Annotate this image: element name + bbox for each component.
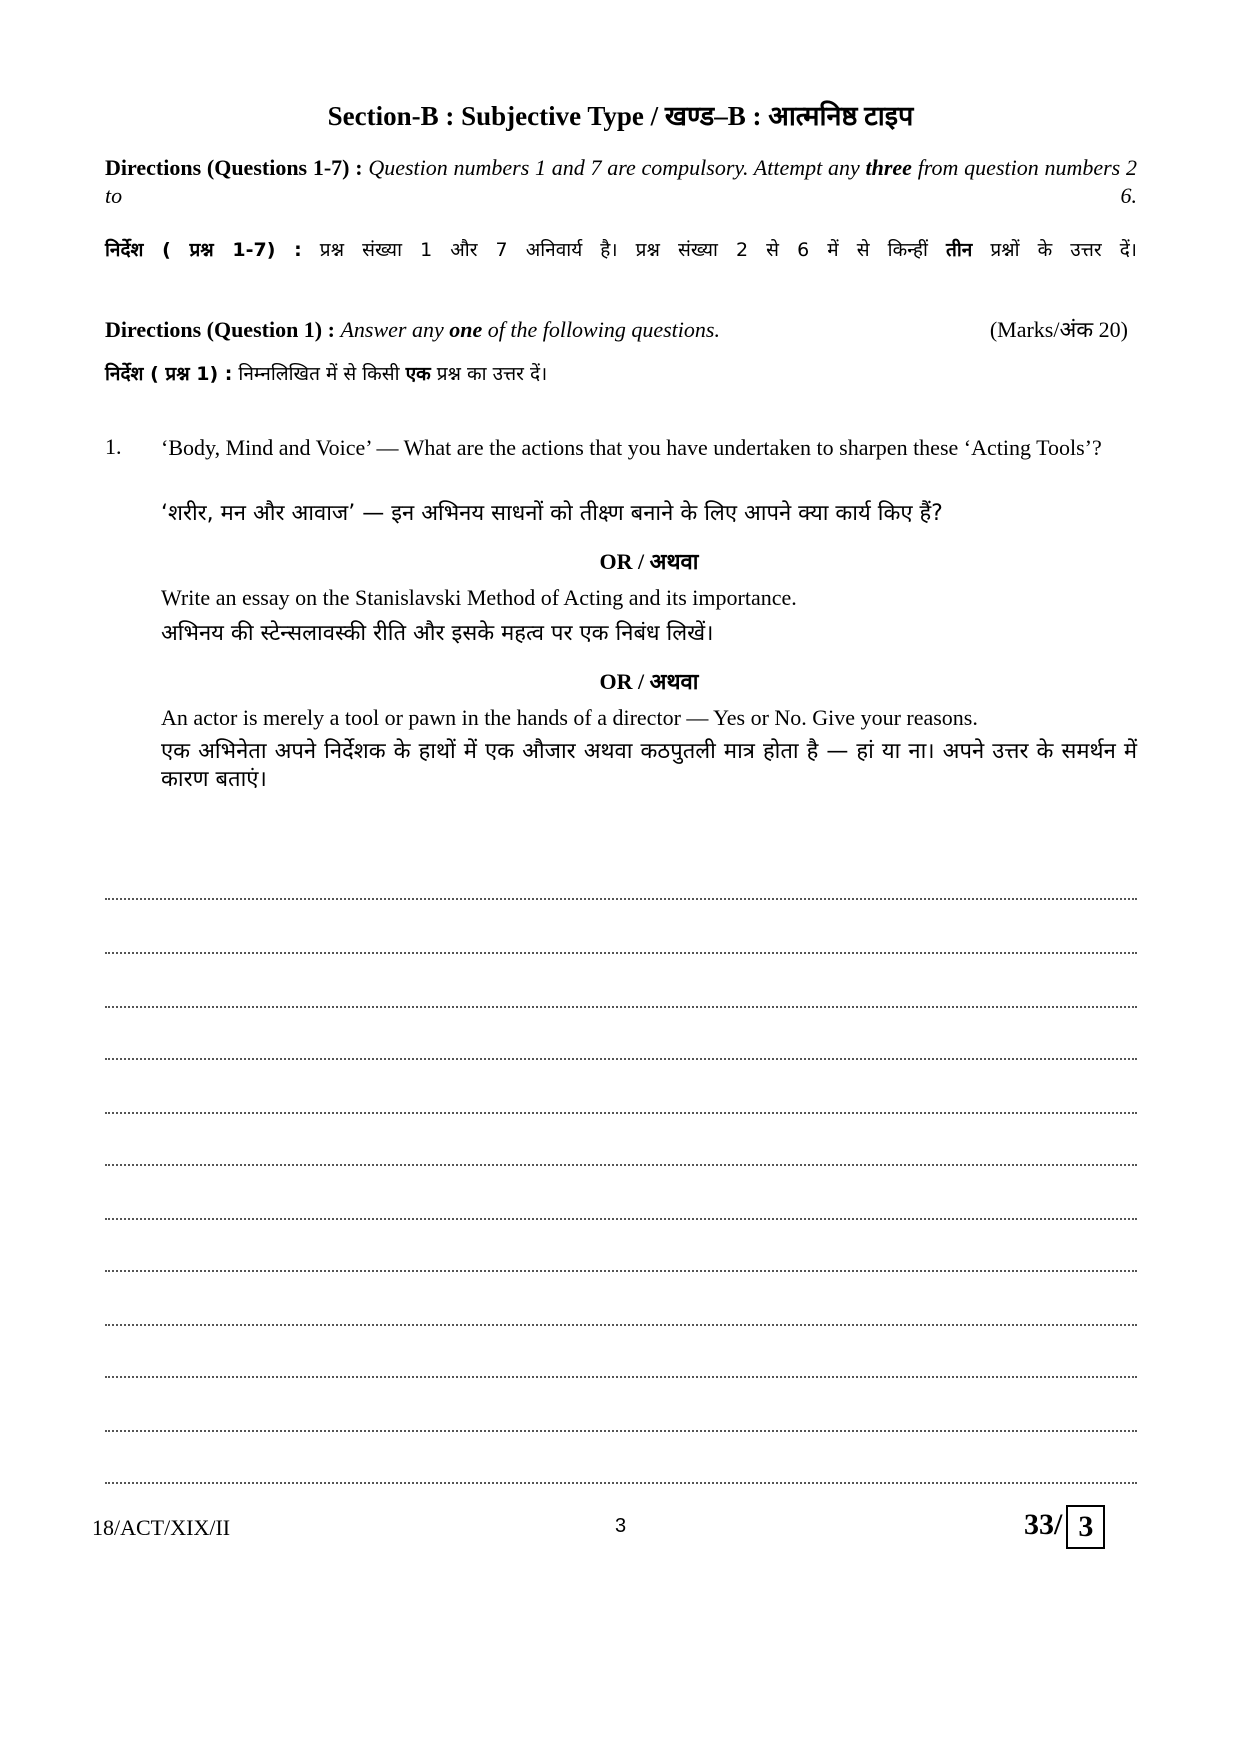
question-option-1-en: ‘Body, Mind and Voice’ — What are the actions that you have undertaken to sharpen these ‘Acting Tools’?: [161, 435, 1102, 460]
answer-line: [105, 1006, 1137, 1008]
directions-q1-label-hi: निर्देश ( प्रश्न 1) :: [105, 363, 233, 385]
directions-1-7-en: [105, 154, 1137, 210]
answer-line: [105, 1324, 1137, 1326]
question-option-3-hi: एक अभिनेता अपने निर्देशक के हाथों में एक औजार अथवा कठपुतली मात्र होता है — हां या ना। अपने उत्तर के समर्थन में कारण बताएं।: [161, 739, 1137, 792]
answer-line: [105, 1164, 1137, 1166]
directions-q1-text-hi: प्रश्न का उत्तर दें।: [436, 363, 548, 385]
directions-text: Question numbers 1 and 7 are compulsory. Attempt any: [368, 155, 860, 180]
question-option-2-hi: अभिनय की स्टेन्सलावस्की रीति और इसके महत्व पर एक निबंध लिखें।: [161, 621, 714, 646]
paper-reference: [1024, 1505, 1105, 1549]
directions-q1-text-hi: निम्नलिखित में से किसी: [238, 363, 400, 385]
directions-label-hi: निर्देश ( प्रश्न 1-7) :: [105, 239, 302, 261]
directions-emphasis-hi: तीन: [945, 239, 973, 261]
directions-q1-emphasis-hi: एक: [405, 363, 431, 385]
answer-line: [105, 952, 1137, 954]
directions-1-7-hi: [105, 236, 1137, 264]
answer-line: [105, 1112, 1137, 1114]
answer-line: [105, 898, 1137, 900]
answer-line: [105, 1376, 1137, 1378]
paper-code: 18/ACT/XIX/II: [92, 1515, 231, 1540]
answer-line: [105, 1058, 1137, 1060]
answer-line: [105, 1270, 1137, 1272]
question-number: 1.: [105, 434, 122, 459]
directions-text: from question numbers 2 to 6.: [105, 155, 1137, 208]
directions-q1-hi: [105, 360, 1137, 388]
directions-q1-emphasis: one: [449, 317, 483, 342]
question-option-1-hi: ‘शरीर, मन और आवाज’ — इन अभिनय साधनों को तीक्ष्ण बनाने के लिए आपने क्या कार्य किए हैं?: [161, 501, 943, 526]
directions-text-hi: प्रश्नों के उत्तर दें।: [990, 239, 1137, 261]
question-option-2-en: Write an essay on the Stanislavski Method of Acting and its importance.: [161, 585, 797, 610]
marks-label: (Marks/अंक 20): [989, 317, 1128, 342]
answer-line: [105, 1218, 1137, 1220]
paper-reference-box: 3: [1066, 1505, 1105, 1549]
answer-line: [105, 1482, 1137, 1484]
or-divider: OR / अथवा: [599, 669, 699, 694]
directions-q1-text: of the following questions.: [487, 317, 720, 342]
directions-emphasis: three: [865, 155, 912, 180]
answer-line: [105, 1430, 1137, 1432]
section-title: Section-B : Subjective Type / खण्ड–B : आत्मनिष्ठ टाइप: [327, 101, 914, 131]
directions-q1-label: Directions (Question 1) :: [105, 317, 335, 342]
or-divider: OR / अथवा: [599, 549, 699, 574]
directions-text-hi: प्रश्न संख्या 1 और 7 अनिवार्य है। प्रश्न संख्या 2 से 6 में से किन्हीं: [319, 239, 928, 261]
page-number: 3: [614, 1515, 627, 1537]
directions-label: Directions (Questions 1-7) :: [105, 155, 363, 180]
question-option-3-en: An actor is merely a tool or pawn in the hands of a director — Yes or No. Give your reasons.: [161, 705, 978, 730]
paper-reference-prefix: 33/: [1024, 1507, 1063, 1541]
directions-q1-text: Answer any: [340, 317, 444, 342]
